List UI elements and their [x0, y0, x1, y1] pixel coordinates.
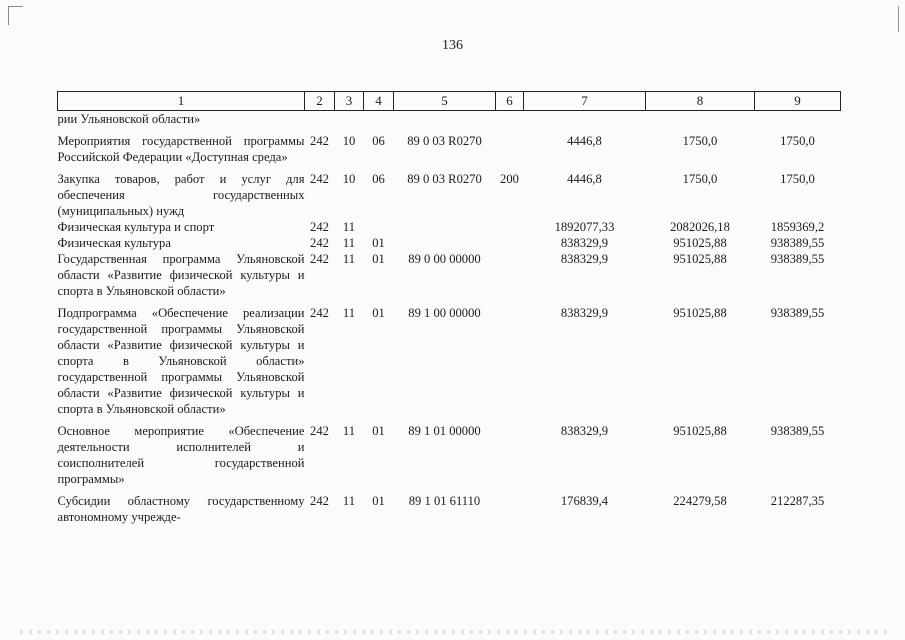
row-cell-col-2: 242 — [310, 306, 329, 320]
scan-edge-mark — [888, 6, 899, 32]
row-name-cell: Физическая культура и спорт — [57, 220, 215, 234]
table-row — [58, 235, 841, 251]
row-cell-col-3: 10 — [342, 172, 356, 186]
row-cell-col-2: 242 — [310, 494, 329, 508]
table-row — [58, 165, 841, 219]
row-cell-col-2: 242 — [310, 172, 329, 186]
row-cell-col-9: 1750,0 — [780, 172, 815, 186]
row-cell-col-3: 11 — [342, 306, 356, 320]
header-col-8: 8 — [646, 92, 755, 111]
row-cell-col-2: 242 — [310, 424, 329, 438]
row-cell-col-3 — [335, 111, 364, 128]
row-cell-col-6 — [496, 235, 524, 251]
row-cell-col-6 — [496, 299, 524, 417]
header-col-9: 9 — [755, 92, 841, 111]
row-name-cell: Подпрограмма «Обеспечение реализации государственной программы Ульяновской области «Развитие физической культуры и спорта в Ульяновской области» государственной программы Ульяновской области «Развитие физической культуры и спорта в Ульяновской области» — [57, 306, 305, 416]
row-cell-col-9: 212287,35 — [770, 494, 825, 508]
header-col-5: 5 — [394, 92, 496, 111]
row-cell-col-7: 838329,9 — [560, 252, 609, 266]
header-col-6: 6 — [496, 92, 524, 111]
row-cell-col-6 — [496, 417, 524, 487]
row-cell-col-4: 01 — [372, 252, 385, 266]
row-cell-col-4: 06 — [372, 134, 385, 148]
row-cell-col-9 — [755, 111, 841, 128]
row-cell-col-6 — [496, 219, 524, 235]
row-cell-col-5 — [394, 219, 496, 235]
row-cell-col-2: 242 — [310, 236, 329, 250]
row-name-cell: Физическая культура — [57, 236, 171, 250]
row-cell-col-4: 01 — [372, 424, 385, 438]
row-cell-col-9: 1859369,2 — [770, 220, 825, 234]
row-cell-col-3: 11 — [342, 220, 356, 234]
row-name-cell: Государственная программа Ульяновской области «Развитие физической культуры и спорта в Ульяновской области» — [57, 252, 305, 298]
header-col-3: 3 — [335, 92, 364, 111]
budget-table — [57, 91, 841, 525]
table-row — [58, 417, 841, 487]
table-row — [58, 219, 841, 235]
row-cell-col-9: 938389,55 — [770, 424, 825, 438]
row-cell-col-7 — [524, 111, 646, 128]
row-cell-col-8: 951025,88 — [673, 252, 727, 266]
row-cell-col-3: 11 — [342, 236, 356, 250]
row-cell-col-8: 2082026,18 — [670, 220, 730, 234]
row-cell-col-2: 242 — [310, 134, 329, 148]
row-cell-col-7: 4446,8 — [567, 134, 602, 148]
row-cell-col-6 — [496, 127, 524, 165]
row-cell-col-5: 89 1 00 00000 — [408, 306, 481, 320]
row-cell-col-2: 242 — [310, 220, 329, 234]
row-name-cell: Закупка товаров, работ и услуг для обеспечения государственных (муниципальных) нужд — [57, 172, 305, 218]
table-row — [58, 127, 841, 165]
row-cell-col-6 — [496, 487, 524, 525]
scan-noise — [20, 630, 890, 634]
header-row — [58, 92, 841, 111]
header-col-7: 7 — [524, 92, 646, 111]
row-cell-col-3: 11 — [342, 252, 356, 266]
row-cell-col-7: 1892077,33 — [554, 220, 615, 234]
table-row — [58, 251, 841, 299]
row-cell-col-9: 1750,0 — [780, 134, 815, 148]
row-name-cell: рии Ульяновской области» — [57, 112, 201, 126]
row-cell-col-6: 200 — [500, 172, 519, 186]
row-name-cell: Мероприятия государственной программы Российской Федерации «Доступная среда» — [57, 134, 305, 164]
row-cell-col-3: 11 — [342, 424, 356, 438]
row-cell-col-8: 951025,88 — [673, 306, 727, 320]
row-cell-col-9: 938389,55 — [770, 306, 825, 320]
table-row — [58, 111, 841, 128]
row-cell-col-7: 838329,9 — [560, 306, 609, 320]
row-cell-col-5: 89 0 00 00000 — [408, 252, 481, 266]
row-cell-col-2: 242 — [310, 252, 329, 266]
row-cell-col-4: 01 — [372, 494, 385, 508]
row-cell-col-7: 838329,9 — [560, 424, 609, 438]
row-cell-col-5 — [394, 111, 496, 128]
row-cell-col-7: 176839,4 — [560, 494, 609, 508]
header-col-2: 2 — [305, 92, 335, 111]
row-cell-col-6 — [496, 111, 524, 128]
table-row — [58, 487, 841, 525]
row-cell-col-7: 838329,9 — [560, 236, 609, 250]
row-cell-col-4: 01 — [372, 306, 385, 320]
row-cell-col-9: 938389,55 — [770, 252, 825, 266]
row-name-cell: Основное мероприятие «Обеспечение деятельности исполнителей и соисполнителей государственной программы» — [57, 424, 305, 486]
row-cell-col-8: 1750,0 — [682, 172, 718, 186]
row-cell-col-5 — [394, 235, 496, 251]
row-cell-col-8: 951025,88 — [673, 236, 727, 250]
table-row — [58, 299, 841, 417]
row-cell-col-2 — [305, 111, 335, 128]
row-cell-col-3: 11 — [342, 494, 356, 508]
row-cell-col-4 — [364, 219, 394, 235]
row-cell-col-8: 224279,58 — [673, 494, 727, 508]
row-cell-col-5: 89 1 01 00000 — [408, 424, 481, 438]
row-cell-col-6 — [496, 251, 524, 299]
row-name-cell: Субсидии областному государственному автономному учрежде- — [57, 494, 305, 524]
row-cell-col-8: 951025,88 — [673, 424, 727, 438]
row-cell-col-4: 06 — [372, 172, 385, 186]
row-cell-col-7: 4446,8 — [567, 172, 602, 186]
row-cell-col-4: 01 — [372, 236, 385, 250]
scan-corner-mark — [8, 6, 23, 25]
row-cell-col-5: 89 1 01 61110 — [408, 494, 481, 508]
row-cell-col-4 — [364, 111, 394, 128]
row-cell-col-5: 89 0 03 R0270 — [407, 134, 482, 148]
row-cell-col-5: 89 0 03 R0270 — [407, 172, 482, 186]
row-cell-col-8: 1750,0 — [682, 134, 718, 148]
header-col-4: 4 — [364, 92, 394, 111]
page-number: 136 — [442, 38, 463, 53]
row-cell-col-9: 938389,55 — [770, 236, 825, 250]
row-cell-col-8 — [646, 111, 755, 128]
row-cell-col-3: 10 — [342, 134, 356, 148]
header-col-1: 1 — [58, 92, 305, 111]
